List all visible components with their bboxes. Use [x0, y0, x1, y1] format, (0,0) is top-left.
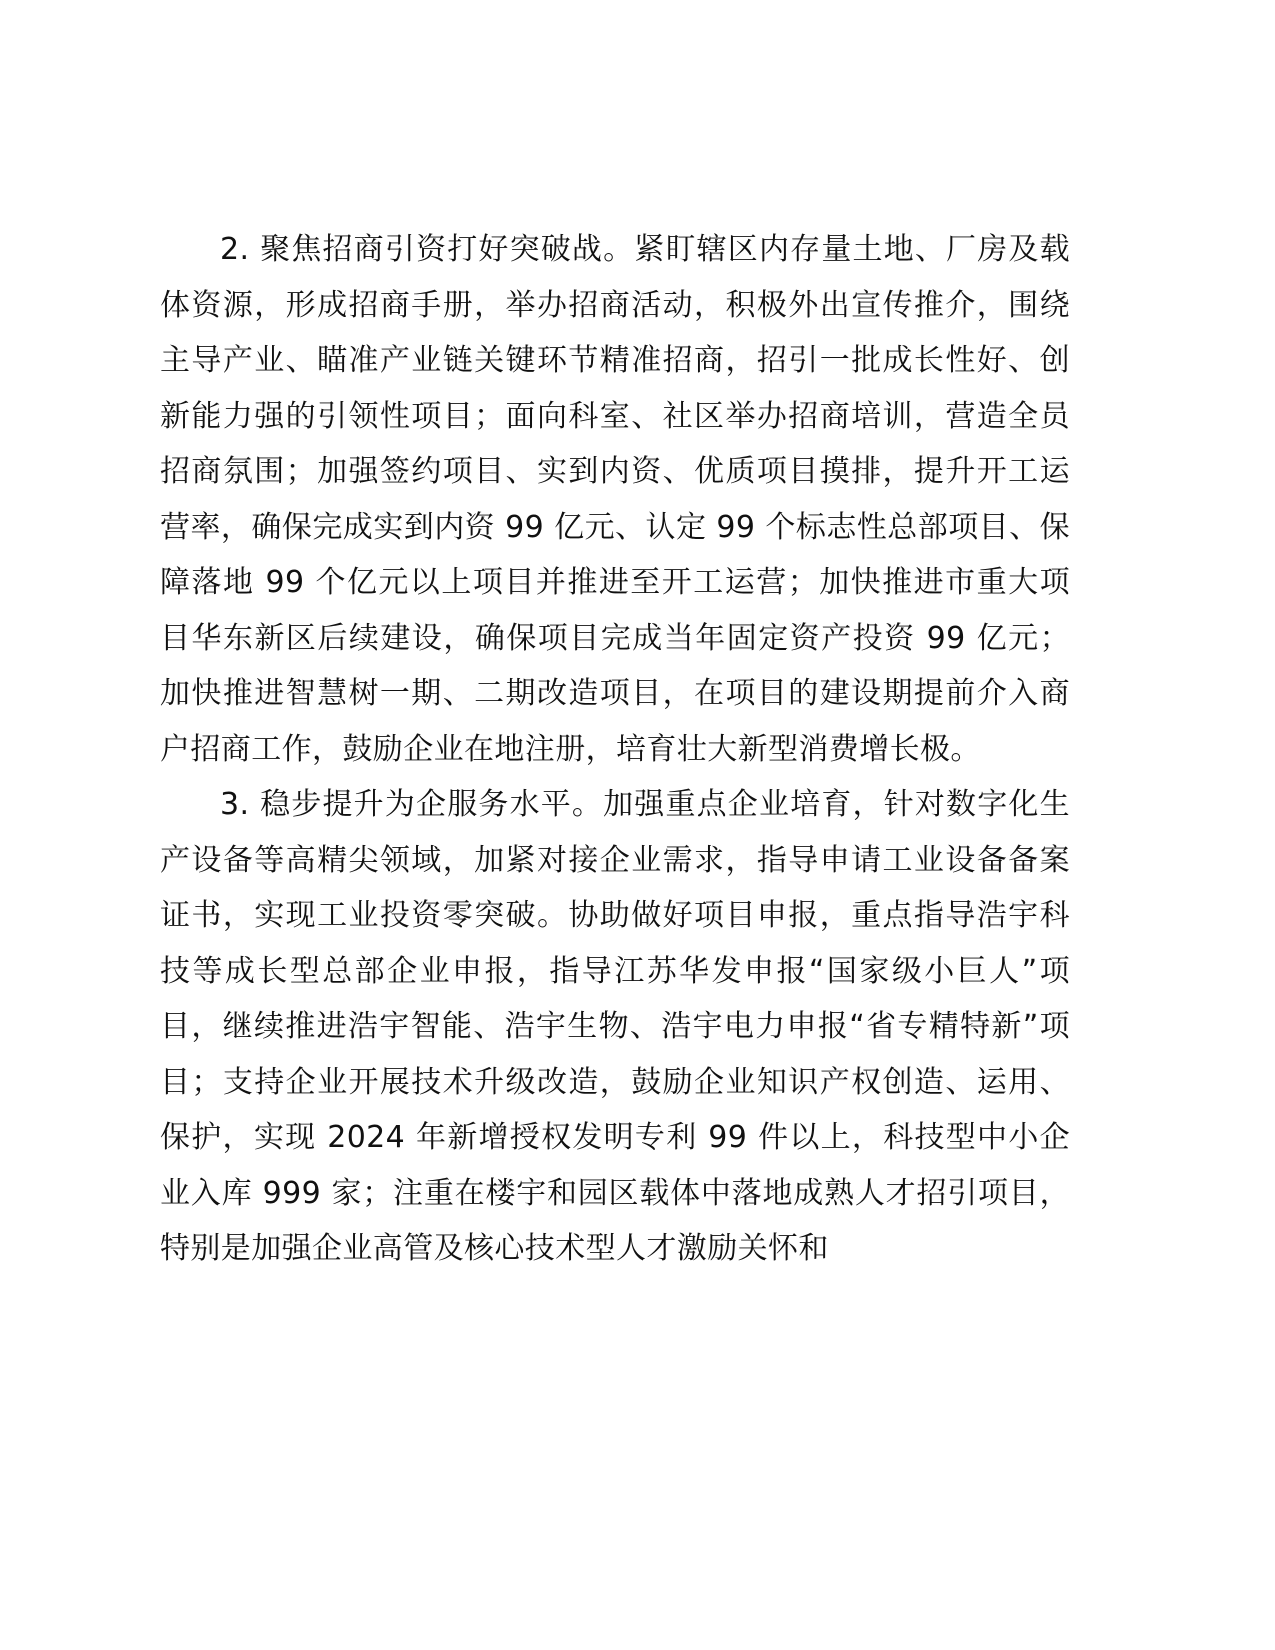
document-body	[160, 222, 1070, 1277]
paragraph-3-enterprise-service: 3. 稳步提升为企服务水平。加强重点企业培育，针对数字化生产设备等高精尖领域，加紧对接企业需求，指导申请工业设备备案证书，实现工业投资零突破。协助做好项目申报，重点指导浩宇科技等成长型总部企业申报，指导江苏华发申报“国家级小巨人”项目，继续推进浩宇智能、浩宇生物、浩宇电力申报“省专精特新”项目；支持企业开展技术升级改造，鼓励企业知识产权创造、运用、保护，实现 2024 年新增授权发明专利 99 件以上，科技型中小企业入库 999 家；注重在楼宇和园区载体中落地成熟人才招引项目，特别是加强企业高管及核心技术型人才激励关怀和	[160, 787, 1070, 1266]
paragraph-2-investment: 2. 聚焦招商引资打好突破战。紧盯辖区内存量土地、厂房及载体资源，形成招商手册，举办招商活动，积极外出宣传推介，围绕主导产业、瞄准产业链关键环节精准招商，招引一批成长性好、创新能力强的引领性项目；面向科室、社区举办招商培训，营造全员招商氛围；加强签约项目、实到内资、优质项目摸排，提升开工运营率，确保完成实到内资 99 亿元、认定 99 个标志性总部项目、保障落地 99 个亿元以上项目并推进至开工运营；加快推进市重大项目华东新区后续建设，确保项目完成当年固定资产投资 99 亿元；加快推进智慧树一期、二期改造项目，在项目的建设期提前介入商户招商工作，鼓励企业在地注册，培育壮大新型消费增长极。	[160, 232, 1070, 767]
